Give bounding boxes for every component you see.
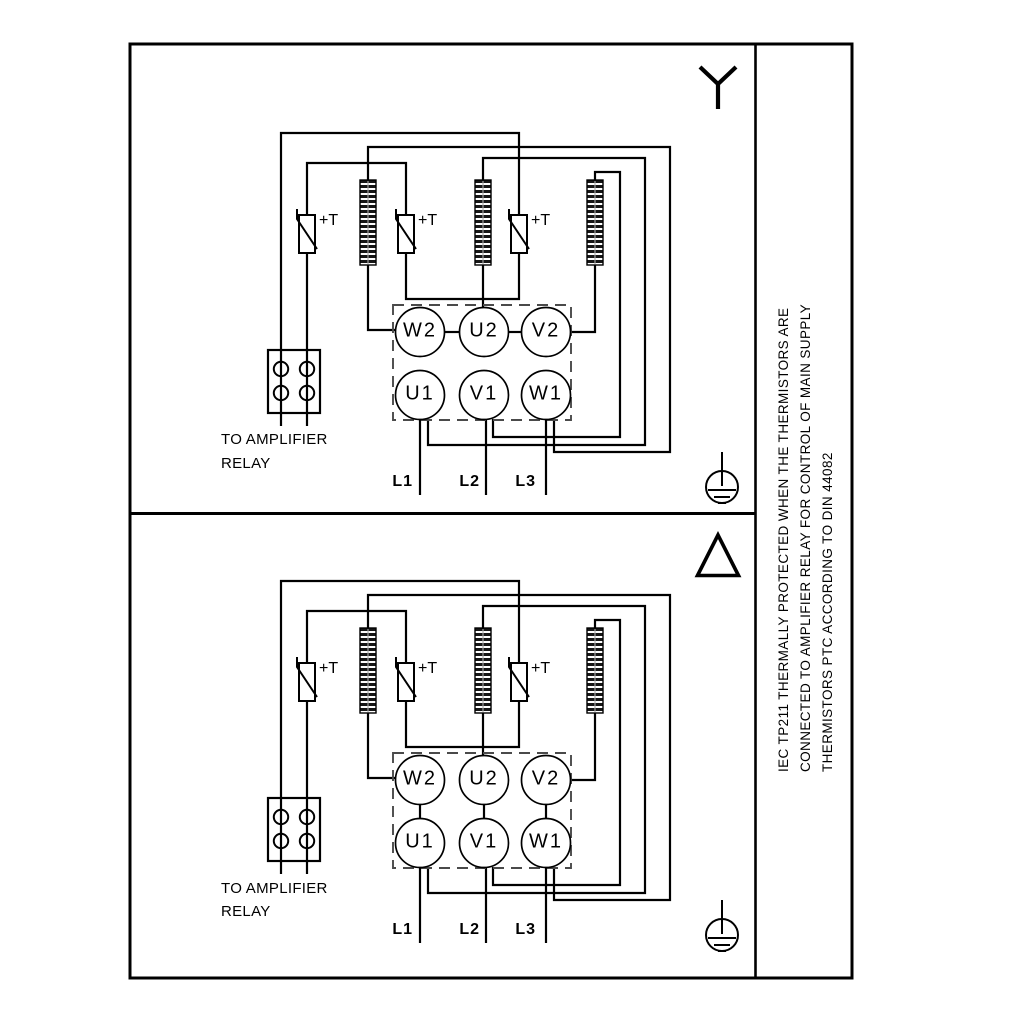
terminal-label-w1: W1 [529, 382, 563, 405]
terminal-label-v2: V2 [531, 767, 561, 790]
supply-label-l1: L1 [392, 473, 413, 490]
relay-note-line2: RELAY [221, 455, 271, 472]
terminal-label-v2: V2 [531, 319, 561, 342]
delta-symbol-icon [698, 535, 739, 576]
supply-label-l2: L2 [459, 921, 480, 938]
star-symbol-icon [700, 67, 736, 109]
side-note-line3: THERMISTORS PTC ACCORDING TO DIN 44082 [820, 452, 835, 772]
thermistor-label: +T [531, 660, 551, 677]
thermistor-label: +T [418, 660, 438, 677]
terminal-label-v1: V1 [469, 382, 499, 405]
thermistor-label: +T [531, 212, 551, 229]
terminal-label-w1: W1 [529, 830, 563, 853]
supply-label-l2: L2 [459, 473, 480, 490]
side-note-line2: CONNECTED TO AMPLIFIER RELAY FOR CONTROL OF MAIN SUPPLY [798, 303, 813, 772]
terminal-label-w2: W2 [403, 767, 437, 790]
terminal-label-u1: U1 [405, 830, 435, 853]
thermistor-label: +T [319, 212, 339, 229]
terminal-label-w2: W2 [403, 319, 437, 342]
supply-label-l1: L1 [392, 921, 413, 938]
thermistor-label: +T [418, 212, 438, 229]
supply-label-l3: L3 [515, 473, 536, 490]
terminal-label-u1: U1 [405, 382, 435, 405]
relay-note-line1: TO AMPLIFIER [221, 880, 328, 897]
star-panel-wiring [268, 133, 738, 503]
relay-note-line1: TO AMPLIFIER [221, 431, 328, 448]
terminal-label-v1: V1 [469, 830, 499, 853]
supply-label-l3: L3 [515, 921, 536, 938]
delta-terminal-bridges [420, 805, 546, 819]
terminal-label-u2: U2 [469, 767, 499, 790]
side-note-line1: IEC TP211 THERMALLY PROTECTED WHEN THE THERMISTORS ARE [776, 307, 791, 772]
terminal-label-u2: U2 [469, 319, 499, 342]
delta-panel-wiring [268, 581, 738, 951]
relay-note-line2: RELAY [221, 903, 271, 920]
thermistor-label: +T [319, 660, 339, 677]
